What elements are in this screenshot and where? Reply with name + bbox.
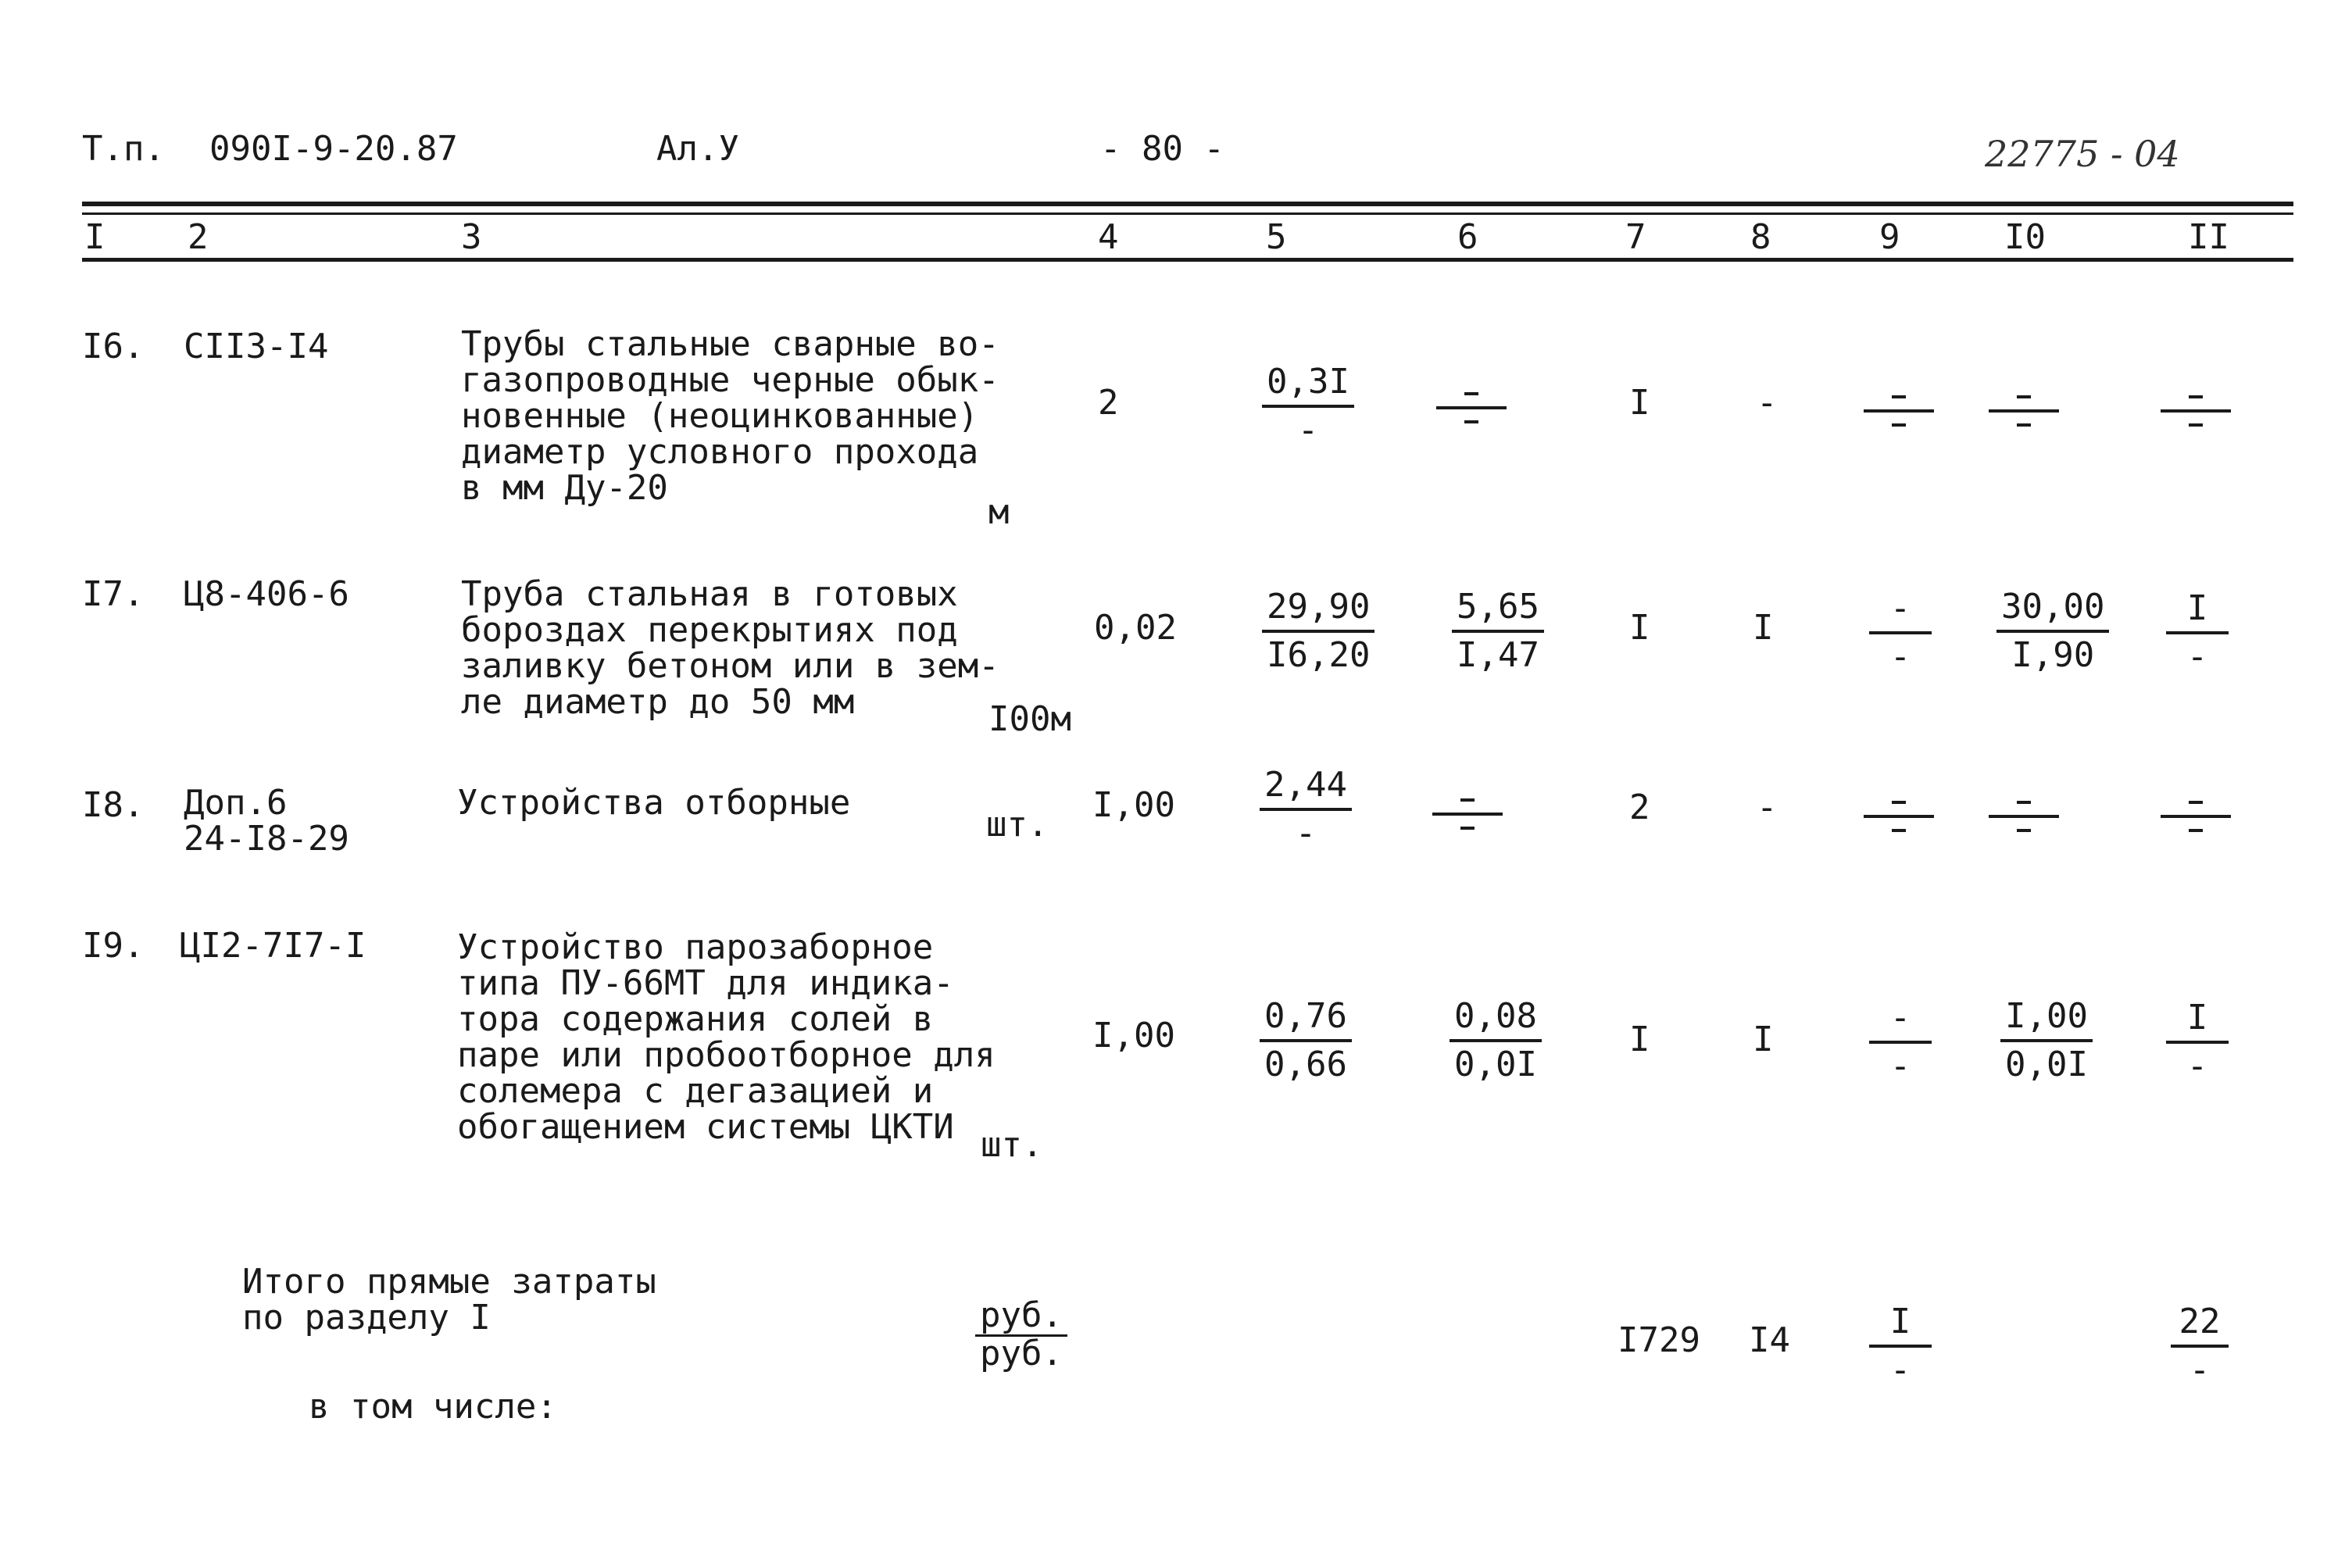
total-unit-denominator: руб. — [980, 1334, 1063, 1373]
col10-denominator: I,90 — [2011, 635, 2095, 675]
row-col11-dash-fraction — [2161, 388, 2231, 438]
col10-denominator: 0,0I — [2005, 1045, 2088, 1084]
col-header-6: 6 — [1457, 217, 1478, 257]
col9-numerator: - — [1869, 997, 1932, 1044]
row-col7: I — [1629, 608, 1650, 648]
row-col6-fraction — [1450, 995, 1542, 1088]
col-header-10: I0 — [2004, 217, 2046, 257]
page-number: - 80 - — [1100, 129, 1224, 169]
col5-denominator: - — [1295, 813, 1317, 853]
row-col8: - — [1757, 788, 1778, 827]
total-label: Итого прямые затраты по разделу I — [242, 1262, 656, 1338]
row-col5-fraction — [1260, 764, 1352, 856]
row-col8: I — [1753, 608, 1774, 648]
row-col9-fraction — [1869, 588, 1932, 680]
row-col6-fraction — [1452, 586, 1544, 678]
col5-denominator: - — [1297, 410, 1319, 450]
col-header-5: 5 — [1266, 217, 1287, 257]
col-header-9: 9 — [1879, 217, 1900, 257]
col5-denominator: I6,20 — [1267, 635, 1371, 675]
row-code: CII3-I4 — [184, 327, 329, 366]
row-number: I6. — [82, 327, 145, 366]
col5-numerator: 2,44 — [1260, 764, 1352, 811]
col-header-2: 2 — [188, 217, 209, 257]
row-description: Труба стальная в готовых бороздах перекрытиях под заливку бетоном или в зем- ле диаметр до 50 мм — [461, 574, 999, 722]
row-description: Трубы стальные сварные во- газопроводные черные обык- новенные (неоцинкованные) диаметр условного прохода в мм Ду-20 — [461, 324, 999, 508]
row-unit: шт. — [986, 805, 1049, 845]
col5-numerator: 29,90 — [1262, 586, 1374, 633]
col9-denominator: - — [1889, 1046, 1911, 1086]
total-col11-fraction — [2171, 1301, 2229, 1393]
doc-code: 090I-9-20.87 — [209, 129, 458, 169]
col10-numerator: I,00 — [2000, 995, 2093, 1042]
row-number: I8. — [82, 785, 145, 825]
row-col9-fraction — [1869, 997, 1932, 1089]
col9-numerator: - — [1869, 588, 1932, 634]
row-col6-dash-fraction — [1432, 791, 1503, 841]
header-top-rule — [82, 202, 2293, 206]
col6-denominator: 0,0I — [1454, 1045, 1537, 1084]
row-code: ЦI2-7I7-I — [180, 926, 366, 966]
row-number: I7. — [82, 574, 145, 614]
row-col11-fraction — [2166, 997, 2229, 1089]
row-description: Устройство парозаборное типа ПУ-66МТ для индика- тора содержания солей в паре или пробоотборное для солемера с дегазацией и обогащением системы ЦКТИ — [457, 927, 996, 1147]
col5-numerator: 0,3I — [1262, 361, 1354, 408]
row-quantity: I,00 — [1092, 785, 1175, 825]
total-col9-numerator: I — [1869, 1301, 1932, 1348]
row-col10-fraction — [1996, 586, 2109, 678]
column-numbers-rule — [82, 258, 2293, 262]
row-col9-dash-fraction — [1864, 388, 1934, 438]
row-code: Доп.6 24-I8-29 — [184, 783, 349, 859]
row-col7: 2 — [1629, 788, 1650, 827]
col6-numerator: 5,65 — [1452, 586, 1544, 633]
total-col11-denominator: - — [2189, 1350, 2211, 1390]
row-unit: шт. — [981, 1125, 1043, 1165]
col11-numerator: I — [2166, 997, 2229, 1044]
col-header-7: 7 — [1625, 217, 1646, 257]
col-header-3: 3 — [461, 217, 482, 257]
including-label: в том числе: — [309, 1387, 557, 1427]
row-col10-dash-fraction — [1989, 388, 2059, 438]
row-col7: I — [1629, 1020, 1650, 1059]
inventory-number: 22775 - 04 — [1985, 133, 2180, 175]
row-col5-fraction — [1260, 995, 1352, 1088]
row-col11-dash-fraction — [2161, 793, 2231, 843]
col-header-8: 8 — [1750, 217, 1771, 257]
col10-numerator: 30,00 — [1996, 586, 2109, 633]
row-col5-fraction — [1262, 361, 1354, 453]
row-quantity: 0,02 — [1094, 608, 1177, 648]
col5-denominator: 0,66 — [1264, 1045, 1347, 1084]
row-col10-dash-fraction — [1989, 793, 2059, 843]
row-number: I9. — [82, 926, 145, 966]
row-col10-fraction — [2000, 995, 2093, 1088]
total-col7: I729 — [1618, 1320, 1700, 1360]
col11-denominator: - — [2186, 637, 2208, 677]
row-description: Устройства отборные — [457, 783, 851, 823]
col11-numerator: I — [2166, 588, 2229, 634]
row-quantity: I,00 — [1092, 1016, 1175, 1055]
col11-denominator: - — [2186, 1046, 2208, 1086]
row-quantity: 2 — [1098, 383, 1119, 423]
row-unit: м — [988, 492, 1010, 532]
total-col11-numerator: 22 — [2171, 1301, 2229, 1348]
col6-denominator: I,47 — [1457, 635, 1539, 675]
row-col11-fraction — [2166, 588, 2229, 680]
total-unit-numerator: руб. — [975, 1298, 1067, 1337]
col9-denominator: - — [1889, 637, 1911, 677]
total-col9-denominator: - — [1889, 1350, 1911, 1390]
row-col9-dash-fraction — [1864, 793, 1934, 843]
total-col9-fraction — [1869, 1301, 1932, 1393]
header-second-rule — [82, 213, 2293, 215]
col-header-11: II — [2188, 217, 2229, 257]
col-header-1: I — [84, 217, 105, 257]
row-col8: I — [1753, 1020, 1774, 1059]
row-col5-fraction — [1262, 586, 1374, 678]
col-header-4: 4 — [1098, 217, 1119, 257]
row-unit: I00м — [988, 699, 1071, 739]
row-col6-dash-fraction — [1436, 384, 1507, 434]
row-col7: I — [1629, 383, 1650, 423]
doc-code-label: Т.п. — [82, 129, 165, 169]
row-code: Ц8-406-6 — [184, 574, 349, 614]
col5-numerator: 0,76 — [1260, 995, 1352, 1042]
album-label: Ал.У — [656, 129, 739, 169]
col6-numerator: 0,08 — [1450, 995, 1542, 1042]
row-col8: - — [1757, 383, 1778, 423]
total-unit-fraction — [975, 1295, 1067, 1373]
total-col8: I4 — [1749, 1320, 1790, 1360]
